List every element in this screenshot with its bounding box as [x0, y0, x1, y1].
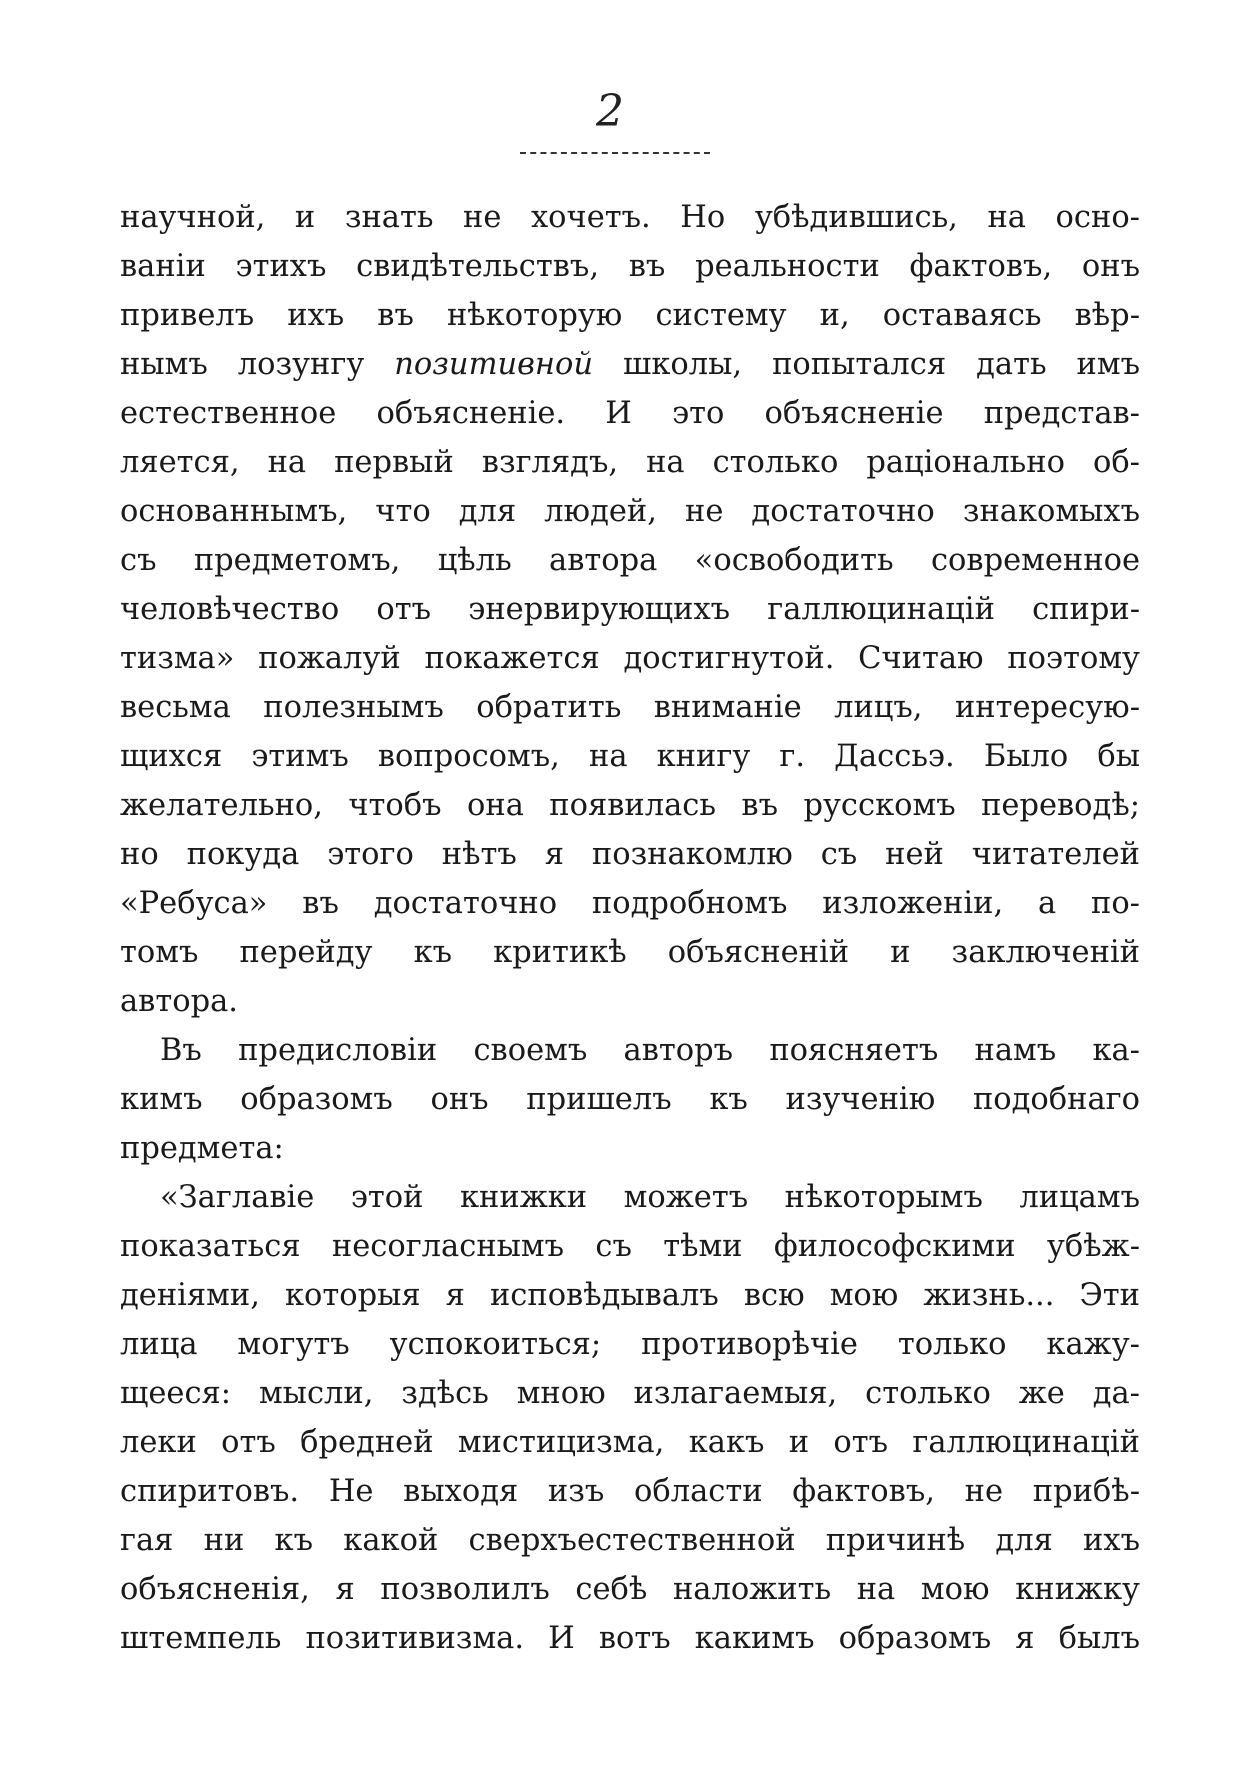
- text-line: штемпель позитивизма. И вотъ какимъ образомъ я былъ: [120, 1621, 1140, 1656]
- text-line: человѣчество отъ энервирующихъ галлюцинацій спири-: [120, 592, 1140, 627]
- text-line: предмета:: [120, 1131, 284, 1166]
- text-line: леки отъ бредней мистицизма, какъ и отъ галлюцинацій: [120, 1425, 1140, 1460]
- text-line: щихся этимъ вопросомъ, на книгу г. Дассьэ. Было бы: [120, 739, 1140, 774]
- text-line: основаннымъ, что для людей, не достаточно знакомыхъ: [120, 494, 1140, 529]
- text-line: спиритовъ. Не выходя изъ области фактовъ, не прибѣ-: [120, 1474, 1140, 1509]
- text-line: показаться несогласнымъ съ тѣми философскими убѣж-: [120, 1229, 1140, 1264]
- text-line: нымъ лозунгу позитивной школы, попытался дать имъ: [120, 347, 1140, 382]
- text-line: кимъ образомъ онъ пришелъ къ изученію подобнаго: [120, 1082, 1140, 1117]
- text-line: привелъ ихъ въ нѣкоторую систему и, оставаясь вѣр-: [120, 298, 1140, 333]
- page-number: 2: [596, 86, 624, 137]
- text-line: «Заглавіе этой книжки можетъ нѣкоторымъ лицамъ: [160, 1180, 1140, 1215]
- text-line: весьма полезнымъ обратить вниманіе лицъ, интересую-: [120, 690, 1140, 725]
- text-line: деніями, которыя я исповѣдывалъ всю мою жизнь... Эти: [120, 1278, 1140, 1313]
- text-line: объясненія, я позволилъ себѣ наложить на мою книжку: [120, 1572, 1140, 1607]
- text-line: автора.: [120, 984, 238, 1019]
- text-line: щееся: мысли, здѣсь мною излагаемыя, столько же да-: [120, 1376, 1140, 1411]
- text-line: съ предметомъ, цѣль автора «освободить современное: [120, 543, 1140, 578]
- text-line: томъ перейду къ критикѣ объясненій и заключеній: [120, 935, 1140, 970]
- text-line: ляется, на первый взглядъ, на столько раціонально об-: [120, 445, 1140, 480]
- text-line: тизма» пожалуй покажется достигнутой. Считаю поэтому: [120, 641, 1140, 676]
- body-text: [120, 193, 1140, 1663]
- header-rule: [520, 152, 710, 154]
- text-line: ваніи этихъ свидѣтельствъ, въ реальности фактовъ, онъ: [120, 249, 1140, 284]
- text-line: гая ни къ какой сверхъестественной причинѣ для ихъ: [120, 1523, 1140, 1558]
- text-line: «Ребуса» въ достаточно подробномъ изложеніи, а по-: [120, 886, 1140, 921]
- text-line: но покуда этого нѣтъ я познакомлю съ ней читателей: [120, 837, 1140, 872]
- text-line: естественное объясненіе. И это объясненіе представ-: [120, 396, 1140, 431]
- text-line: научной, и знать не хочетъ. Но убѣдившись, на осно-: [120, 200, 1140, 235]
- text-line: лица могутъ успокоиться; противорѣчіе только кажу-: [120, 1327, 1140, 1362]
- text-line: Въ предисловіи своемъ авторъ поясняетъ намъ ка-: [160, 1033, 1140, 1068]
- text-line: желательно, чтобъ она появилась въ русскомъ переводѣ;: [120, 788, 1140, 823]
